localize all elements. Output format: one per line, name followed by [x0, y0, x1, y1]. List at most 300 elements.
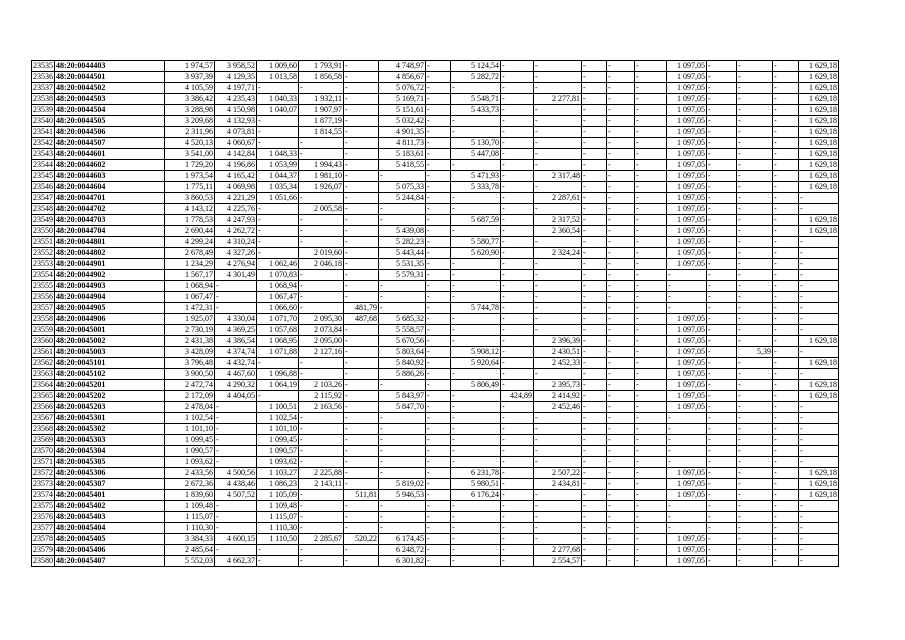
value-cell: 5 433,73	[451, 105, 501, 116]
value-cell: -	[582, 336, 607, 347]
value-cell: 1 097,05	[667, 534, 707, 545]
value-cell: 5 183,61	[379, 149, 426, 160]
value-cell: 4 901,35	[379, 127, 426, 138]
value-cell: -	[773, 435, 799, 446]
value-cell: -	[299, 490, 344, 501]
value-cell: 5 032,42	[379, 116, 426, 127]
value-cell: 4 060,67	[215, 138, 257, 149]
value-cell: -	[707, 248, 737, 259]
value-cell: -	[773, 402, 799, 413]
value-cell: -	[501, 314, 534, 325]
value-cell: -	[299, 523, 344, 534]
row-number-cell: 23557	[33, 303, 53, 312]
row-number-cell: 23541	[33, 127, 53, 136]
value-cell: -	[635, 413, 667, 424]
value-cell: 4 520,13	[165, 138, 215, 149]
value-cell: -	[737, 193, 773, 204]
value-cell: 1 067,47	[165, 292, 215, 303]
value-cell: -	[773, 325, 799, 336]
value-cell: -	[501, 116, 534, 127]
value-cell: -	[582, 457, 607, 468]
value-cell: -	[607, 204, 635, 215]
table-row	[32, 83, 839, 94]
value-cell: -	[299, 358, 344, 369]
value-cell: -	[667, 523, 707, 534]
value-cell: -	[635, 237, 667, 248]
value-cell: 1 101,10	[257, 424, 299, 435]
value-cell: -	[582, 281, 607, 292]
value-cell: -	[635, 138, 667, 149]
value-cell: -	[607, 105, 635, 116]
value-cell: 6 301,82	[379, 556, 426, 567]
table-row	[32, 369, 839, 380]
value-cell: -	[607, 116, 635, 127]
value-cell: -	[799, 556, 839, 567]
cadastral-number-cell: 48:20:0045403	[55, 512, 165, 523]
value-cell: 1 097,05	[667, 171, 707, 182]
value-cell: 2 019,60	[299, 248, 344, 259]
value-cell: -	[501, 369, 534, 380]
value-cell: -	[635, 61, 667, 72]
value-cell: -	[501, 248, 534, 259]
value-cell: -	[737, 490, 773, 501]
value-cell: -	[582, 391, 607, 402]
value-cell: -	[635, 479, 667, 490]
value-cell: -	[635, 523, 667, 534]
cadastral-number-cell: 48:20:0044503	[55, 94, 165, 105]
value-cell: -	[299, 292, 344, 303]
table-row	[32, 94, 839, 105]
value-cell: -	[635, 391, 667, 402]
value-cell: -	[501, 358, 534, 369]
value-cell: -	[707, 358, 737, 369]
row-number-cell: 23550	[33, 226, 53, 235]
value-cell: -	[737, 281, 773, 292]
value-cell: 1 105,09	[257, 490, 299, 501]
value-cell: -	[737, 171, 773, 182]
value-cell: -	[534, 105, 582, 116]
value-cell: -	[707, 270, 737, 281]
value-cell: -	[582, 61, 607, 72]
value-cell: -	[707, 281, 737, 292]
value-cell: -	[534, 457, 582, 468]
value-cell: -	[534, 424, 582, 435]
value-cell: -	[773, 479, 799, 490]
row-number-cell: 23556	[33, 292, 53, 301]
value-cell: 2 317,48	[534, 171, 582, 182]
value-cell: -	[607, 402, 635, 413]
value-cell: 3 937,39	[165, 72, 215, 83]
value-cell: -	[707, 479, 737, 490]
value-cell: -	[773, 182, 799, 193]
value-cell: -	[426, 314, 451, 325]
value-cell: -	[344, 523, 379, 534]
value-cell: -	[257, 545, 299, 556]
value-cell: 3 541,00	[165, 149, 215, 160]
value-cell: 2 478,04	[165, 402, 215, 413]
value-cell: 5 580,77	[451, 237, 501, 248]
value-cell: -	[799, 325, 839, 336]
value-cell: -	[451, 369, 501, 380]
value-cell: -	[501, 380, 534, 391]
row-number-cell: 23568	[33, 424, 53, 433]
row-number-cell: 23575	[33, 501, 53, 510]
value-cell: 5 687,59	[451, 215, 501, 226]
value-cell: -	[451, 204, 501, 215]
value-cell: 1 097,05	[667, 490, 707, 501]
value-cell: -	[799, 204, 839, 215]
value-cell: -	[737, 259, 773, 270]
value-cell: 2 277,68	[534, 545, 582, 556]
value-cell: 2 360,54	[534, 226, 582, 237]
value-cell: -	[737, 424, 773, 435]
value-cell: -	[344, 270, 379, 281]
value-cell: -	[607, 61, 635, 72]
value-cell: -	[737, 512, 773, 523]
value-cell: -	[501, 281, 534, 292]
value-cell: 2 434,81	[534, 479, 582, 490]
value-cell: -	[534, 512, 582, 523]
table-row	[32, 446, 839, 457]
value-cell: 5 130,70	[451, 138, 501, 149]
row-number-cell: 23567	[33, 413, 53, 422]
table-row	[32, 160, 839, 171]
value-cell: -	[737, 270, 773, 281]
value-cell: -	[635, 446, 667, 457]
value-cell: -	[426, 402, 451, 413]
value-cell: 1 472,31	[165, 303, 215, 314]
value-cell: -	[257, 248, 299, 259]
value-cell: -	[379, 215, 426, 226]
value-cell: -	[707, 72, 737, 83]
value-cell: -	[451, 556, 501, 567]
cadastral-number-cell: 48:20:0045401	[55, 490, 165, 501]
value-cell: -	[667, 435, 707, 446]
value-cell: -	[773, 281, 799, 292]
value-cell: 5 076,72	[379, 83, 426, 94]
value-cell: -	[707, 380, 737, 391]
value-cell: -	[737, 501, 773, 512]
value-cell: -	[344, 204, 379, 215]
value-cell: 1 064,19	[257, 380, 299, 391]
row-number-cell: 23577	[33, 523, 53, 532]
value-cell: -	[773, 336, 799, 347]
value-cell: -	[344, 468, 379, 479]
value-cell: -	[607, 391, 635, 402]
table-row	[32, 380, 839, 391]
cadastral-number-cell: 48:20:0044602	[55, 160, 165, 171]
value-cell: 6 174,45	[379, 534, 426, 545]
value-cell: -	[635, 182, 667, 193]
value-cell: -	[737, 380, 773, 391]
value-cell: -	[501, 204, 534, 215]
value-cell: 4 301,49	[215, 270, 257, 281]
value-cell: 1 729,20	[165, 160, 215, 171]
value-cell: -	[773, 105, 799, 116]
table-row	[32, 556, 839, 567]
value-cell: -	[707, 347, 737, 358]
value-cell: -	[582, 314, 607, 325]
value-cell: 2 163,56	[299, 402, 344, 413]
value-cell: 1 097,05	[667, 160, 707, 171]
value-cell: -	[773, 226, 799, 237]
value-cell: 5 443,44	[379, 248, 426, 259]
value-cell: 1 629,18	[799, 94, 839, 105]
value-cell: 2 430,51	[534, 347, 582, 358]
value-cell: 4 276,94	[215, 259, 257, 270]
value-cell: -	[799, 248, 839, 259]
value-cell: 1 629,18	[799, 72, 839, 83]
value-cell: 2 046,18	[299, 259, 344, 270]
value-cell: 3 386,42	[165, 94, 215, 105]
value-cell: -	[737, 204, 773, 215]
value-cell: 1 070,83	[257, 270, 299, 281]
value-cell: -	[737, 149, 773, 160]
value-cell: -	[299, 303, 344, 314]
value-cell: -	[635, 105, 667, 116]
value-cell: 3 384,33	[165, 534, 215, 545]
cadastral-number-cell: 48:20:0044802	[55, 248, 165, 259]
value-cell: -	[299, 413, 344, 424]
value-cell: -	[426, 83, 451, 94]
value-cell: 1 097,05	[667, 72, 707, 83]
value-cell: -	[344, 248, 379, 259]
cadastral-number-cell: 48:20:0045301	[55, 413, 165, 424]
row-number-cell: 23539	[33, 105, 53, 114]
row-number-cell: 23558	[33, 314, 53, 323]
value-cell: -	[635, 160, 667, 171]
value-cell: 1 932,11	[299, 94, 344, 105]
value-cell: -	[215, 523, 257, 534]
value-cell: 2 287,61	[534, 193, 582, 204]
data-table	[31, 60, 839, 567]
value-cell: -	[344, 391, 379, 402]
value-cell: -	[635, 259, 667, 270]
value-cell: -	[379, 501, 426, 512]
value-cell: 2 225,88	[299, 468, 344, 479]
value-cell: -	[344, 380, 379, 391]
value-cell: -	[773, 248, 799, 259]
value-cell: 1 115,07	[165, 512, 215, 523]
row-number-cell: 23563	[33, 369, 53, 378]
value-cell: 4 600,15	[215, 534, 257, 545]
cadastral-number-cell: 48:20:0045003	[55, 347, 165, 358]
value-cell: -	[379, 380, 426, 391]
value-cell: -	[426, 259, 451, 270]
value-cell: -	[501, 303, 534, 314]
value-cell: -	[773, 490, 799, 501]
value-cell: 4 507,52	[215, 490, 257, 501]
value-cell: -	[344, 402, 379, 413]
cadastral-number-cell: 48:20:0044501	[55, 72, 165, 83]
value-cell: 1 115,07	[257, 512, 299, 523]
value-cell: -	[737, 435, 773, 446]
value-cell: 1 102,54	[257, 413, 299, 424]
cadastral-number-cell: 48:20:0044403	[55, 61, 165, 72]
value-cell: -	[451, 336, 501, 347]
value-cell: -	[257, 226, 299, 237]
value-cell: -	[635, 347, 667, 358]
row-number-cell: 23555	[33, 281, 53, 290]
value-cell: -	[737, 402, 773, 413]
cadastral-number-cell: 48:20:0045001	[55, 325, 165, 336]
value-cell: -	[635, 325, 667, 336]
value-cell: -	[426, 347, 451, 358]
value-cell: -	[635, 501, 667, 512]
value-cell: -	[635, 149, 667, 160]
value-cell: -	[582, 424, 607, 435]
value-cell: -	[773, 424, 799, 435]
table-row	[32, 336, 839, 347]
value-cell: 1 097,05	[667, 237, 707, 248]
value-cell: 1 048,33	[257, 149, 299, 160]
value-cell: -	[607, 512, 635, 523]
value-cell: -	[582, 237, 607, 248]
value-cell: -	[773, 303, 799, 314]
table-row	[32, 270, 839, 281]
row-number-cell: 23579	[33, 545, 53, 554]
value-cell: -	[426, 523, 451, 534]
value-cell: 1 097,05	[667, 325, 707, 336]
value-cell: 1 793,91	[299, 61, 344, 72]
value-cell: 5 418,55	[379, 160, 426, 171]
cadastral-number-cell: 48:20:0044905	[55, 303, 165, 314]
value-cell: -	[607, 138, 635, 149]
value-cell: -	[707, 105, 737, 116]
value-cell: 2 485,64	[165, 545, 215, 556]
value-cell: -	[635, 358, 667, 369]
value-cell: -	[215, 446, 257, 457]
value-cell: -	[607, 468, 635, 479]
value-cell: -	[501, 490, 534, 501]
value-cell: 5 282,23	[379, 237, 426, 248]
value-cell: -	[534, 270, 582, 281]
value-cell: 5 886,26	[379, 369, 426, 380]
value-cell: 5 447,08	[451, 149, 501, 160]
value-cell: 4 143,12	[165, 204, 215, 215]
row-number-cell: 23554	[33, 270, 53, 279]
table-row	[32, 512, 839, 523]
row-number-cell: 23536	[33, 72, 53, 81]
value-cell: -	[582, 556, 607, 567]
value-cell: 2 317,52	[534, 215, 582, 226]
value-cell: -	[582, 160, 607, 171]
value-cell: -	[451, 446, 501, 457]
value-cell: 4 662,37	[215, 556, 257, 567]
cadastral-number-cell: 48:20:0044704	[55, 226, 165, 237]
value-cell: -	[607, 490, 635, 501]
value-cell: -	[215, 281, 257, 292]
value-cell: 1 097,05	[667, 380, 707, 391]
value-cell: -	[451, 314, 501, 325]
value-cell: -	[451, 457, 501, 468]
value-cell: -	[707, 237, 737, 248]
value-cell: -	[344, 215, 379, 226]
value-cell: -	[607, 479, 635, 490]
value-cell: 2 507,22	[534, 468, 582, 479]
value-cell: -	[707, 512, 737, 523]
value-cell: -	[344, 182, 379, 193]
value-cell: -	[426, 336, 451, 347]
row-number-cell: 23535	[33, 61, 53, 70]
row-number-cell: 23551	[33, 237, 53, 246]
value-cell: -	[344, 72, 379, 83]
cadastral-number-cell: 48:20:0045202	[55, 391, 165, 402]
value-cell: 1 044,37	[257, 171, 299, 182]
value-cell: -	[451, 534, 501, 545]
value-cell: -	[582, 72, 607, 83]
value-cell: -	[582, 226, 607, 237]
value-cell: -	[426, 72, 451, 83]
value-cell: 1 097,05	[667, 105, 707, 116]
value-cell: -	[299, 501, 344, 512]
value-cell: -	[501, 83, 534, 94]
value-cell: -	[344, 281, 379, 292]
value-cell: -	[707, 193, 737, 204]
value-cell: 5 282,72	[451, 72, 501, 83]
value-cell: -	[379, 413, 426, 424]
value-cell: 1 629,18	[799, 160, 839, 171]
value-cell: 1 110,30	[165, 523, 215, 534]
value-cell: 5 244,84	[379, 193, 426, 204]
value-cell: 5 124,54	[451, 61, 501, 72]
value-cell: -	[799, 435, 839, 446]
cadastral-number-cell: 48:20:0045304	[55, 446, 165, 457]
value-cell: -	[257, 116, 299, 127]
value-cell: 2 277,81	[534, 94, 582, 105]
value-cell: 1 925,07	[165, 314, 215, 325]
cadastral-number-cell: 48:20:0044601	[55, 149, 165, 160]
value-cell: -	[799, 314, 839, 325]
value-cell: -	[773, 314, 799, 325]
value-cell: -	[501, 138, 534, 149]
value-cell: 3 900,50	[165, 369, 215, 380]
row-number-cell: 23552	[33, 248, 53, 257]
value-cell: -	[215, 303, 257, 314]
table-row	[32, 259, 839, 270]
value-cell: -	[607, 523, 635, 534]
value-cell: 1 099,45	[257, 435, 299, 446]
value-cell: -	[426, 556, 451, 567]
value-cell: 1 629,18	[799, 358, 839, 369]
value-cell: -	[737, 182, 773, 193]
value-cell: 1 097,05	[667, 193, 707, 204]
value-cell: -	[607, 435, 635, 446]
value-cell: -	[451, 501, 501, 512]
value-cell: -	[451, 83, 501, 94]
value-cell: -	[707, 501, 737, 512]
value-cell: -	[773, 512, 799, 523]
value-cell: -	[426, 534, 451, 545]
value-cell: 4 165,42	[215, 171, 257, 182]
value-cell: -	[582, 413, 607, 424]
value-cell: -	[501, 347, 534, 358]
value-cell: 4 129,35	[215, 72, 257, 83]
value-cell: -	[635, 83, 667, 94]
value-cell: -	[773, 292, 799, 303]
value-cell: -	[582, 303, 607, 314]
value-cell: 1 856,58	[299, 72, 344, 83]
value-cell: -	[582, 204, 607, 215]
value-cell: -	[582, 270, 607, 281]
value-cell: 4 369,25	[215, 325, 257, 336]
value-cell: 5 579,31	[379, 270, 426, 281]
value-cell: -	[799, 193, 839, 204]
value-cell: -	[737, 72, 773, 83]
value-cell: -	[344, 61, 379, 72]
value-cell: -	[773, 457, 799, 468]
value-cell: -	[635, 556, 667, 567]
